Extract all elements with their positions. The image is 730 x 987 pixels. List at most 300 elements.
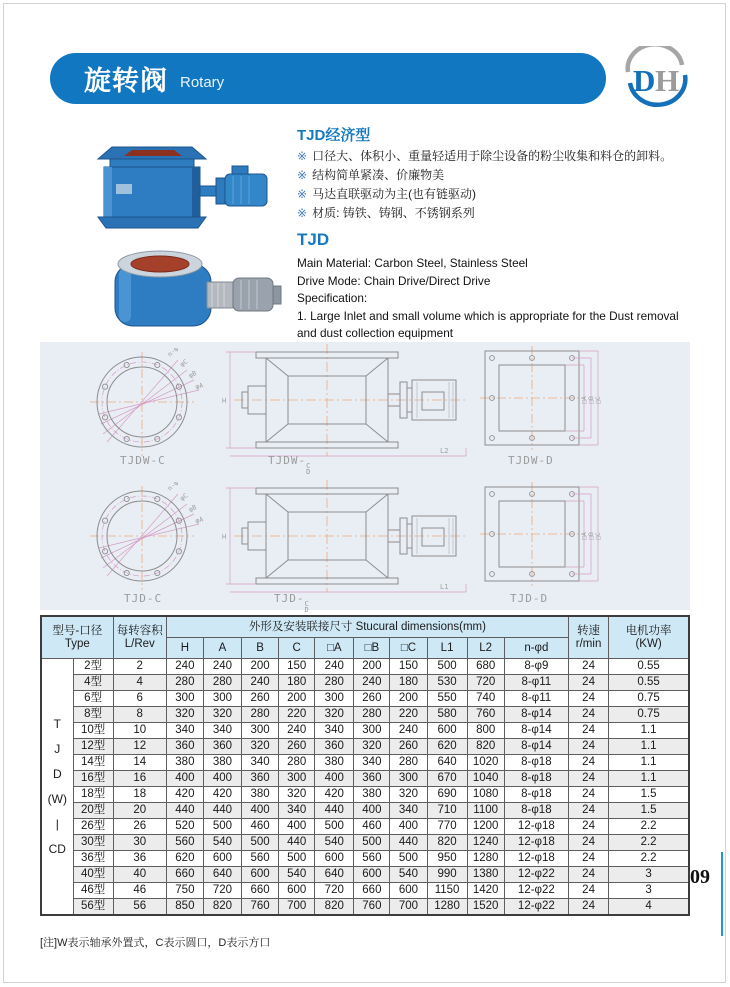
spec-line: 1. Large Inlet and small volume which is appropriate for the Dust removal [297, 308, 679, 323]
dim-label: L2 [440, 447, 449, 455]
row-type: 10型 [73, 723, 113, 739]
cell: 680 [467, 659, 504, 675]
cell: 750 [166, 883, 203, 899]
cell: 300 [390, 771, 427, 787]
col-header-dim: B [242, 638, 279, 659]
cell: 300 [279, 771, 315, 787]
tjd-heading: TJD [297, 230, 330, 249]
cell: 710 [427, 803, 467, 819]
table-row [41, 851, 689, 867]
cell: 24 [569, 835, 609, 851]
table-row [41, 675, 689, 691]
row-type: 2型 [73, 659, 113, 675]
dim-label: □A [580, 396, 588, 404]
cell: 1.1 [609, 723, 689, 739]
economy-bullet: ※ 马达直联驱动为主(也有链驱动) [297, 187, 477, 201]
cell: 10 [113, 723, 166, 739]
cell: 24 [569, 723, 609, 739]
cell: 24 [569, 851, 609, 867]
row-type: 18型 [73, 787, 113, 803]
cell: 320 [279, 787, 315, 803]
cell: 340 [166, 723, 203, 739]
cell: 220 [279, 707, 315, 723]
cell: 300 [354, 723, 390, 739]
page-title-en: Rotary [180, 74, 225, 91]
cell: 8-φ18 [504, 803, 568, 819]
cell: 340 [279, 803, 315, 819]
cell: 18 [113, 787, 166, 803]
page-number-divider [721, 852, 723, 936]
cell: 1520 [467, 899, 504, 916]
cell: 180 [279, 675, 315, 691]
cell: 820 [467, 739, 504, 755]
economy-bullet: ※ 结构简单紧凑、价廉物美 [297, 168, 445, 182]
dim-label: φA [194, 381, 205, 391]
logo-letter-h: H [655, 63, 680, 98]
economy-bullet: ※ 材质: 铸铁、铸钢、不锈钢系列 [297, 206, 475, 220]
dim-label: φB [187, 503, 198, 514]
spec-line: Main Material: Carbon Steel, Stainless Steel [297, 256, 528, 270]
cell: 24 [569, 819, 609, 835]
cell: 440 [315, 803, 354, 819]
cell: 280 [242, 707, 279, 723]
row-type: 12型 [73, 739, 113, 755]
dim-label: φC [178, 357, 190, 369]
table-row [41, 659, 689, 675]
header-banner [50, 53, 606, 104]
cell: 460 [242, 819, 279, 835]
cell: 16 [113, 771, 166, 787]
cell: 240 [203, 659, 241, 675]
cell: 24 [569, 883, 609, 899]
cell: 300 [166, 691, 203, 707]
cell: 8-φ11 [504, 691, 568, 707]
col-header-dim: n-φd [504, 638, 568, 659]
row-type: 20型 [73, 803, 113, 819]
table-row [41, 771, 689, 787]
cell: 12 [113, 739, 166, 755]
cell: 800 [467, 723, 504, 739]
col-header-dim: □B [354, 638, 390, 659]
cell: 400 [242, 803, 279, 819]
cell: 360 [354, 771, 390, 787]
cell: 620 [427, 739, 467, 755]
bullet-marker: ※ [297, 168, 308, 182]
cell: 440 [279, 835, 315, 851]
dim-label: □C [594, 396, 602, 404]
cell: 560 [354, 851, 390, 867]
cell: 260 [279, 739, 315, 755]
cell: 24 [569, 899, 609, 916]
cell: 600 [390, 883, 427, 899]
row-type: 46型 [73, 883, 113, 899]
cell: 24 [569, 659, 609, 675]
cell: 8-φ14 [504, 707, 568, 723]
dimension-table [40, 615, 690, 916]
col-header-volume: 每转容积 L/Rev [113, 616, 166, 659]
cell: 700 [390, 899, 427, 916]
table-body [41, 659, 689, 916]
cell: 340 [242, 755, 279, 771]
spec-line: and dust collection equipment [297, 326, 454, 340]
cell: 4 [113, 675, 166, 691]
dim-label: φA [194, 515, 205, 525]
cell: 3 [609, 867, 689, 883]
cell: 950 [427, 851, 467, 867]
spec-line: Drive Mode: Chain Drive/Direct Drive [297, 273, 491, 288]
cell: 600 [203, 851, 241, 867]
cell: 2.2 [609, 819, 689, 835]
cell: 24 [569, 803, 609, 819]
cell: 600 [354, 867, 390, 883]
cell: 0.55 [609, 675, 689, 691]
bullet-marker: ※ [297, 187, 308, 201]
drawing-side-view-tjd [218, 478, 473, 603]
drawing-label: TJDW-C [120, 454, 166, 467]
cell: 300 [242, 723, 279, 739]
cell: 660 [354, 883, 390, 899]
col-header-dim: L2 [467, 638, 504, 659]
cell: 440 [166, 803, 203, 819]
cell: 56 [113, 899, 166, 916]
cell: 280 [166, 675, 203, 691]
row-type: 8型 [73, 707, 113, 723]
cell: 380 [166, 755, 203, 771]
row-type: 6型 [73, 691, 113, 707]
cell: 200 [390, 691, 427, 707]
cell: 660 [242, 883, 279, 899]
page-number: 09 [690, 866, 710, 888]
drawing-label: TJDW-D [508, 454, 554, 467]
cell: 200 [354, 659, 390, 675]
logo-letter-d: D [633, 63, 656, 98]
bullet-marker: ※ [297, 206, 308, 220]
cell: 420 [203, 787, 241, 803]
dim-label: □B [587, 532, 595, 540]
cell: 320 [242, 739, 279, 755]
cell: 770 [427, 819, 467, 835]
cell: 540 [315, 835, 354, 851]
cell: 1.1 [609, 739, 689, 755]
cell: 240 [390, 723, 427, 739]
row-type: 56型 [73, 899, 113, 916]
cell: 4 [609, 899, 689, 916]
cell: 420 [315, 787, 354, 803]
cell: 200 [242, 659, 279, 675]
cell: 740 [467, 691, 504, 707]
cell: 12-φ22 [504, 867, 568, 883]
cell: 360 [242, 771, 279, 787]
cell: 550 [427, 691, 467, 707]
drawing-label: TJD- C D [274, 592, 309, 614]
row-type: 16型 [73, 771, 113, 787]
cell: 1.1 [609, 755, 689, 771]
cell: 280 [279, 755, 315, 771]
cell: 1240 [467, 835, 504, 851]
cell: 400 [203, 771, 241, 787]
col-header-dimensions-group: 外形及安装联接尺寸 Stucural dimensions(mm) [166, 616, 568, 638]
dim-label: H [222, 397, 227, 405]
cell: 240 [315, 659, 354, 675]
cell: 12-φ22 [504, 883, 568, 899]
cell: 24 [569, 739, 609, 755]
cell: 1420 [467, 883, 504, 899]
drawing-side-view-tjdw [218, 342, 473, 467]
cell: 320 [203, 707, 241, 723]
cell: 560 [242, 851, 279, 867]
cell: 1280 [467, 851, 504, 867]
cell: 530 [427, 675, 467, 691]
cell: 380 [242, 787, 279, 803]
dim-label: n-φd [165, 482, 183, 493]
cell: 320 [390, 787, 427, 803]
series-label: T J D (W) | CD [41, 659, 73, 916]
col-header-dim: A [203, 638, 241, 659]
cell: 820 [203, 899, 241, 916]
cell: 560 [166, 835, 203, 851]
cell: 500 [390, 851, 427, 867]
drawing-label: TJD-D [510, 592, 549, 605]
cell: 720 [315, 883, 354, 899]
cell: 400 [279, 819, 315, 835]
cell: 360 [203, 739, 241, 755]
cell: 460 [354, 819, 390, 835]
cell: 640 [427, 755, 467, 771]
col-header-dim: L1 [427, 638, 467, 659]
dim-label: L1 [440, 583, 449, 591]
cell: 600 [315, 851, 354, 867]
row-type: 30型 [73, 835, 113, 851]
cell: 280 [390, 755, 427, 771]
cell: 540 [390, 867, 427, 883]
cell: 26 [113, 819, 166, 835]
cell: 280 [315, 675, 354, 691]
cell: 690 [427, 787, 467, 803]
cell: 400 [354, 803, 390, 819]
col-header-dim: □A [315, 638, 354, 659]
cell: 24 [569, 707, 609, 723]
cell: 600 [427, 723, 467, 739]
table-row [41, 691, 689, 707]
cell: 1.5 [609, 803, 689, 819]
row-type: 26型 [73, 819, 113, 835]
cell: 440 [390, 835, 427, 851]
col-header-power: 电机功率 (KW) [609, 616, 689, 659]
cell: 1280 [427, 899, 467, 916]
product-photo-round-valve [95, 248, 290, 339]
table-footnote: [注]W表示轴承外置式，C表示圆口，D表示方口 [40, 937, 271, 949]
cell: 300 [315, 691, 354, 707]
cell: 24 [569, 675, 609, 691]
col-header-dim: C [279, 638, 315, 659]
cell: 240 [242, 675, 279, 691]
cell: 1200 [467, 819, 504, 835]
cell: 24 [569, 755, 609, 771]
dim-label: H [222, 533, 227, 541]
cell: 8-φ18 [504, 771, 568, 787]
cell: 660 [166, 867, 203, 883]
cell: 260 [242, 691, 279, 707]
cell: 760 [242, 899, 279, 916]
cell: 580 [427, 707, 467, 723]
cell: 8-φ18 [504, 755, 568, 771]
cell: 820 [427, 835, 467, 851]
table-row [41, 819, 689, 835]
cell: 8-φ14 [504, 739, 568, 755]
cell: 760 [354, 899, 390, 916]
cell: 24 [569, 771, 609, 787]
cell: 280 [203, 675, 241, 691]
cell: 400 [166, 771, 203, 787]
dim-label: □C [594, 532, 602, 540]
table-row [41, 835, 689, 851]
cell: 240 [279, 723, 315, 739]
cell: 12-φ18 [504, 819, 568, 835]
col-header-dim: □C [390, 638, 427, 659]
spec-line: Specification: [297, 291, 368, 305]
cell: 720 [467, 675, 504, 691]
cell: 1.1 [609, 771, 689, 787]
table-row [41, 723, 689, 739]
cell: 240 [354, 675, 390, 691]
cell: 320 [166, 707, 203, 723]
cell: 850 [166, 899, 203, 916]
cell: 340 [390, 803, 427, 819]
col-header-dim: H [166, 638, 203, 659]
cell: 400 [315, 771, 354, 787]
drawings-panel [40, 342, 690, 614]
cell: 2.2 [609, 835, 689, 851]
cell: 540 [203, 835, 241, 851]
cell: 0.55 [609, 659, 689, 675]
table-row [41, 803, 689, 819]
cell: 500 [203, 819, 241, 835]
cell: 150 [279, 659, 315, 675]
cell: 500 [427, 659, 467, 675]
cell: 280 [354, 707, 390, 723]
drawing-square-flange-tjdw [480, 346, 605, 455]
cell: 24 [569, 787, 609, 803]
cell: 0.75 [609, 691, 689, 707]
cell: 220 [390, 707, 427, 723]
cell: 720 [203, 883, 241, 899]
cell: 8-φ14 [504, 723, 568, 739]
cell: 12-φ18 [504, 851, 568, 867]
cell: 500 [242, 835, 279, 851]
drawing-round-flange-tjdw [86, 348, 216, 465]
cell: 340 [354, 755, 390, 771]
cell: 400 [390, 819, 427, 835]
cell: 360 [166, 739, 203, 755]
cell: 640 [203, 867, 241, 883]
cell: 3 [609, 883, 689, 899]
table-row [41, 739, 689, 755]
col-header-type: 型号-口径 Type [41, 616, 113, 659]
cell: 540 [279, 867, 315, 883]
cell: 12-φ18 [504, 835, 568, 851]
company-logo-icon [620, 46, 692, 113]
cell: 260 [390, 739, 427, 755]
cell: 1380 [467, 867, 504, 883]
cell: 8-φ9 [504, 659, 568, 675]
cell: 380 [203, 755, 241, 771]
cell: 700 [279, 899, 315, 916]
cell: 6 [113, 691, 166, 707]
cell: 1080 [467, 787, 504, 803]
cell: 600 [279, 883, 315, 899]
cell: 150 [390, 659, 427, 675]
cell: 2.2 [609, 851, 689, 867]
bullet-marker: ※ [297, 149, 308, 163]
cell: 500 [315, 819, 354, 835]
economy-bullets [297, 147, 729, 223]
cell: 1040 [467, 771, 504, 787]
row-type: 4型 [73, 675, 113, 691]
dim-label: n-φd [165, 348, 183, 359]
cell: 340 [203, 723, 241, 739]
cell: 360 [315, 739, 354, 755]
cell: 620 [166, 851, 203, 867]
cell: 520 [166, 819, 203, 835]
cell: 1100 [467, 803, 504, 819]
cell: 14 [113, 755, 166, 771]
drawing-label: TJD-C [124, 592, 163, 605]
cell: 24 [569, 867, 609, 883]
cell: 24 [569, 691, 609, 707]
cell: 420 [166, 787, 203, 803]
table-row [41, 883, 689, 899]
row-type: 40型 [73, 867, 113, 883]
drawing-square-flange-tjd [480, 482, 605, 591]
cell: 12-φ22 [504, 899, 568, 916]
cell: 990 [427, 867, 467, 883]
cell: 320 [354, 739, 390, 755]
cell: 500 [354, 835, 390, 851]
row-type: 36型 [73, 851, 113, 867]
cell: 670 [427, 771, 467, 787]
cell: 46 [113, 883, 166, 899]
cell: 2 [113, 659, 166, 675]
cell: 820 [315, 899, 354, 916]
dim-label: φB [187, 369, 198, 380]
table-row [41, 787, 689, 803]
page-title: 旋转阀 [84, 66, 168, 96]
cell: 8-φ18 [504, 787, 568, 803]
cell: 1020 [467, 755, 504, 771]
cell: 760 [467, 707, 504, 723]
cell: 440 [203, 803, 241, 819]
cell: 1150 [427, 883, 467, 899]
cell: 640 [315, 867, 354, 883]
cell: 36 [113, 851, 166, 867]
row-type: 14型 [73, 755, 113, 771]
cell: 200 [279, 691, 315, 707]
dim-label: □A [580, 532, 588, 540]
drawing-label: TJDW- C D [268, 454, 311, 476]
cell: 30 [113, 835, 166, 851]
dim-label: φC [178, 491, 190, 503]
cell: 0.75 [609, 707, 689, 723]
product-photo-square-valve [72, 144, 277, 245]
cell: 300 [203, 691, 241, 707]
cell: 340 [315, 723, 354, 739]
cell: 40 [113, 867, 166, 883]
cell: 600 [242, 867, 279, 883]
cell: 20 [113, 803, 166, 819]
economy-bullet: ※ 口径大、体积小、重量轻适用于除尘设备的粉尘收集和料仓的卸料。 [297, 149, 673, 163]
cell: 180 [390, 675, 427, 691]
cell: 8 [113, 707, 166, 723]
